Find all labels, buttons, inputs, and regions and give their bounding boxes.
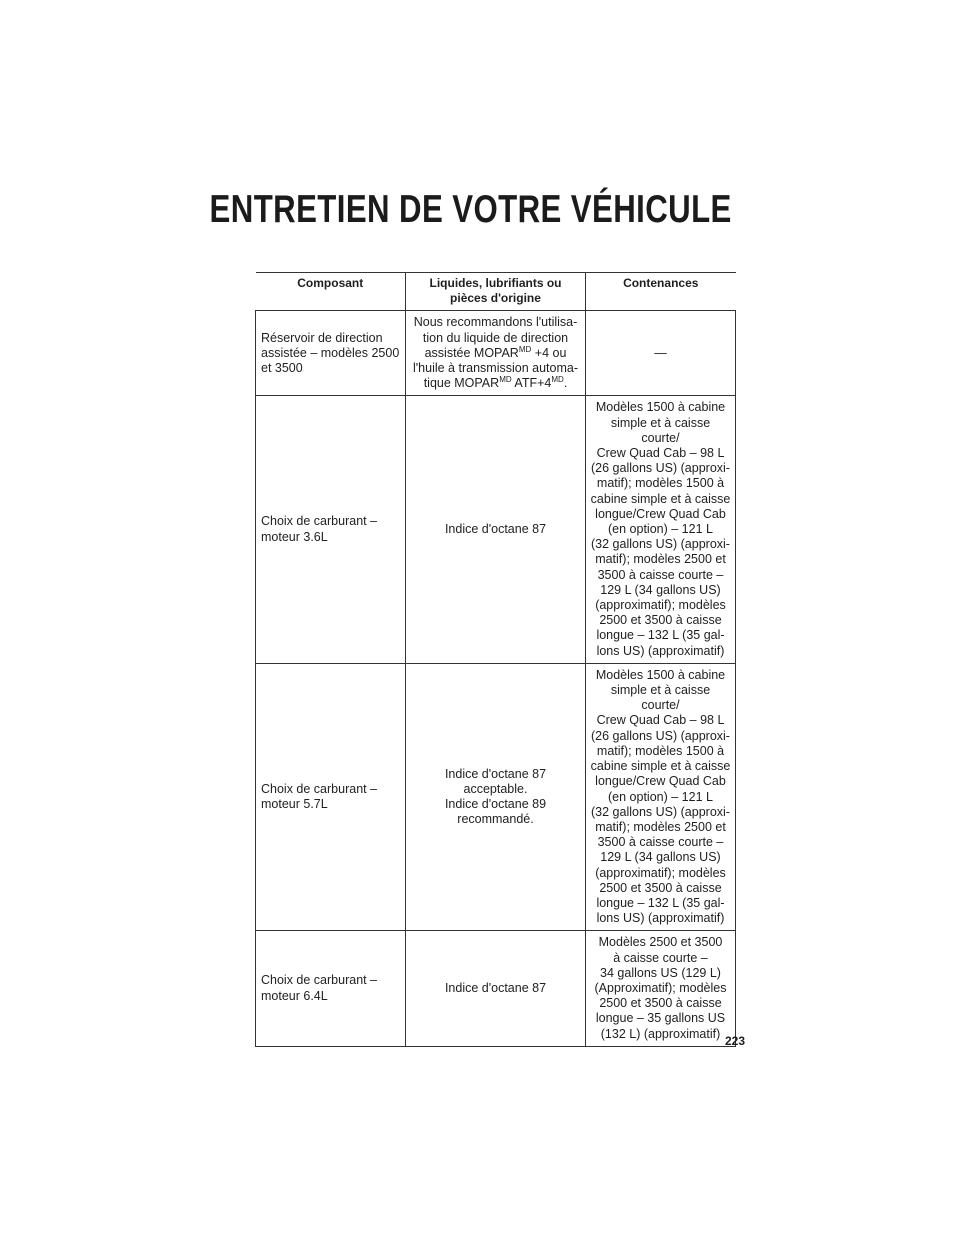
table-row (256, 931, 736, 1046)
specifications-table (255, 272, 736, 1047)
row-fluid: Indice d'octane 87 acceptable. Indice d'octane 89 recommandé. (406, 663, 586, 930)
row-capacity: Modèles 1500 à cabine simple et à caisse courte/ Crew Quad Cab – 98 L (26 gallons US) (approxi- matif); modèles 1500 à cabine simple et à caisse longue/Crew Quad Cab (en option) – 121 L (32 gallons US) (approxi- matif); modèles 2500 et 3500 à caisse courte – 129 L (34 gallons US) (approximatif); modèles 2500 et 3500 à caisse longue – 132 L (35 gal- lons US) (approximatif) (586, 663, 736, 930)
trademark-md: MD (518, 344, 532, 354)
row-component: Réservoir de direction assistée – modèles 2500 et 3500 (256, 311, 406, 396)
trademark-md: MD (551, 375, 564, 385)
row-fluid: Indice d'octane 87 (406, 396, 586, 663)
row-capacity: Modèles 1500 à cabine simple et à caisse courte/ Crew Quad Cab – 98 L (26 gallons US) (approxi- matif); modèles 1500 à cabine simple et à caisse longue/Crew Quad Cab (en option) – 121 L (32 gallons US) (approxi- matif); modèles 2500 et 3500 à caisse courte – 129 L (34 gallons US) (approximatif); modèles 2500 et 3500 à caisse longue – 132 L (35 gal- lons US) (approximatif) (586, 396, 736, 663)
header-fluids: Liquides, lubrifiants ou pièces d'origine (406, 273, 586, 311)
fluid-text: ATF+4 (511, 376, 552, 391)
row-capacity: Modèles 2500 et 3500 à caisse courte – 34 gallons US (129 L) (Approximatif); modèles 2500 et 3500 à caisse longue – 35 gallons US (132 L) (approximatif) (586, 931, 736, 1046)
fluid-text: . (563, 376, 568, 391)
header-capacity: Contenances (586, 273, 736, 311)
fluid-text: +4 ou l'huile à transmission automa- tique MOPAR (413, 345, 578, 391)
row-capacity: — (586, 311, 736, 396)
trademark-md: MD (499, 375, 512, 385)
row-component: Choix de carburant – moteur 3.6L (256, 396, 406, 663)
page-number: 223 (724, 1034, 745, 1048)
table-row (256, 396, 736, 663)
row-fluid (406, 311, 586, 396)
header-component: Composant (256, 273, 406, 311)
row-fluid: Indice d'octane 87 (406, 931, 586, 1046)
fluid-text: Nous recommandons l'utilisa- tion du liquide de direction assistée MOPAR (413, 315, 578, 360)
table-row (256, 311, 736, 396)
table-row (256, 663, 736, 930)
row-component: Choix de carburant – moteur 6.4L (256, 931, 406, 1046)
table-header-row (256, 273, 736, 311)
row-component: Choix de carburant – moteur 5.7L (256, 663, 406, 930)
chapter-title: ENTRETIEN DE VOTRE VÉHICULE (209, 188, 732, 231)
